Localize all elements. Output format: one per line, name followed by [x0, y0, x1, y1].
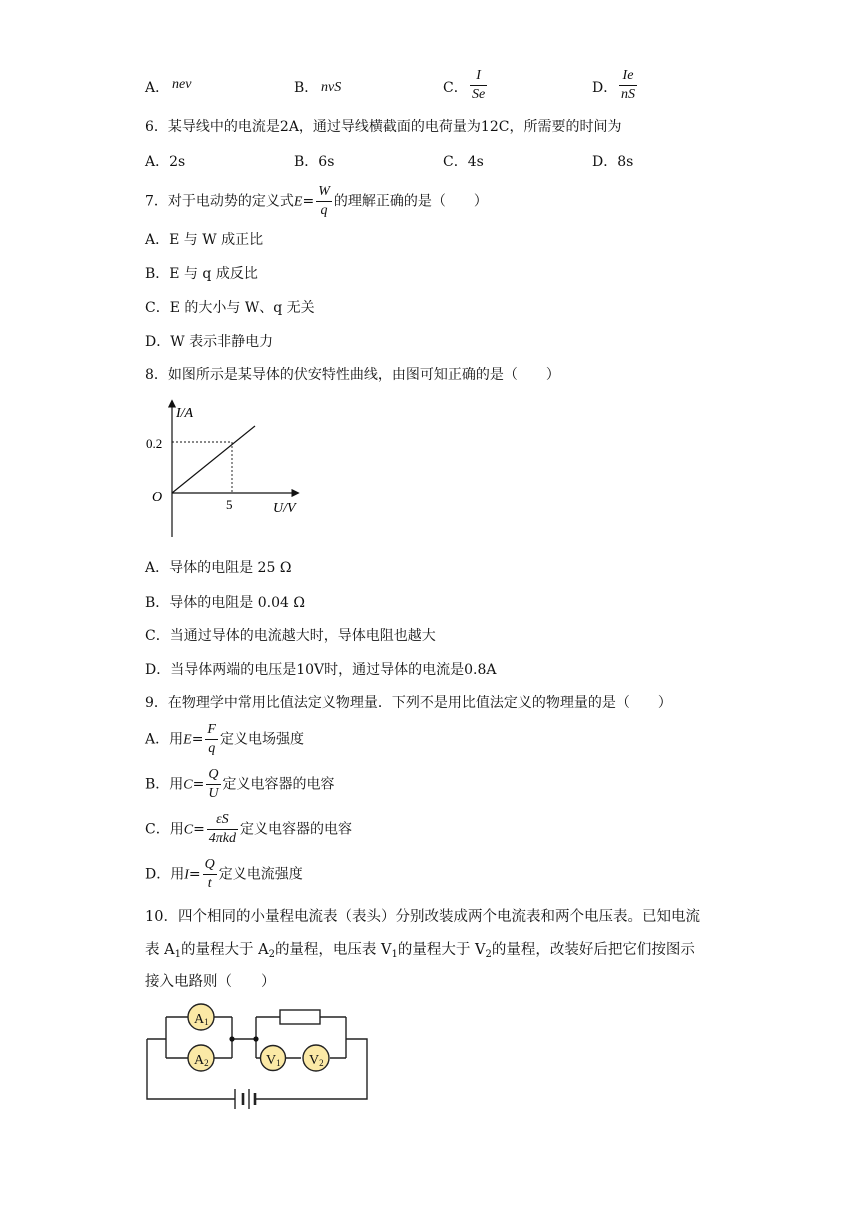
q10-line-1: 10．四个相同的小量程电流表（表头）分别改装成两个电流表和两个电压表。已知电流	[145, 909, 700, 925]
q9-option-a-fraction: $\frac{F}{q}$	[207, 722, 216, 756]
x-axis-label: U/V	[273, 501, 296, 516]
y-axis-label: I/A	[176, 406, 194, 421]
q6-option-d: D．8s	[592, 154, 634, 170]
q5-option-c-label: C．	[443, 80, 468, 96]
q8-stem: 8．如图所示是某导体的伏安特性曲线，由图可知正确的是（ ）	[145, 367, 560, 383]
y-tick-label: 0.2	[146, 436, 163, 451]
q6-option-b: B．6s	[294, 154, 335, 170]
q7-option-c: C．E 的大小与 W、q 无关	[145, 300, 315, 316]
junction-dot	[253, 1036, 258, 1041]
q7-stem-prefix: 7．对于电动势的定义式	[145, 193, 294, 210]
q5-option-c-fraction: I Se	[472, 68, 486, 102]
q7-stem	[145, 185, 488, 218]
q9-option-a: A．用E= $\frac{F}{q}$ 定义电场强度	[145, 722, 304, 756]
q7-option-b: B．E 与 q 成反比	[145, 266, 258, 282]
ammeter-a1	[188, 1004, 214, 1030]
q8-option-a: A．导体的电阻是 25 Ω	[145, 560, 292, 576]
q5-option-a-label: A．	[145, 80, 170, 96]
q5-option-d-label: D．	[592, 80, 618, 96]
q6-stem: 6．某导线中的电流是2A，通过导线横截面的电荷量为12C，所需要的时间为	[145, 119, 622, 135]
q7-formula-equals: =	[302, 193, 315, 210]
q8-iv-graph	[140, 395, 320, 545]
x-tick-label: 5	[226, 497, 233, 512]
svg-text:V2: V2	[309, 1053, 324, 1068]
q8-option-c: C．当通过导体的电流越大时，导体电阻也越大	[145, 628, 436, 644]
battery-icon	[235, 1089, 255, 1109]
q10-line-2: 表 $A_1$的量程大于 $A_2$的量程，电压表 $V_1$的量程大于 $V_2$的量程，改装好后把它们按图示	[145, 942, 695, 960]
q9-option-c-fraction: $\frac{\varepsilon S}{\text{4πkd}}$	[208, 812, 237, 846]
resistor	[280, 1010, 320, 1024]
q9-option-c: C．用C= $\frac{\varepsilon S}{\text{4πkd}}$ 定义电容器的电容	[145, 812, 353, 846]
junction-dot	[229, 1036, 234, 1041]
svg-text:A2: A2	[194, 1053, 209, 1068]
q9-stem: 9．在物理学中常用比值法定义物理量．下列不是用比值法定义的物理量的是（ ）	[145, 695, 672, 711]
q5-option-b-value: nvS	[321, 80, 342, 95]
q8-option-b: B．导体的电阻是 0.04 Ω	[145, 595, 305, 611]
q5-option-b-label: B．	[294, 80, 319, 96]
q5-option-a-value: nev	[172, 77, 192, 92]
q9-option-d-fraction: $\frac{Q}{t}$	[204, 857, 215, 891]
q6-option-c: C．4s	[443, 154, 484, 170]
q6-option-a: A．2s	[145, 154, 186, 170]
svg-text:V1: V1	[266, 1053, 281, 1068]
q7-formula-lhs: E	[293, 194, 303, 210]
iv-line	[172, 426, 255, 493]
q10-circuit-diagram	[140, 995, 380, 1115]
q10-line-3: 接入电路则（ ）	[145, 974, 276, 990]
voltmeter-v1	[261, 1046, 286, 1071]
q8-option-d: D．当导体两端的电压是10V时，通过导体的电流是0.8A	[145, 662, 497, 678]
q5-option-d-fraction: Ie nS	[621, 68, 635, 102]
ammeter-a2	[188, 1045, 214, 1071]
q7-option-d: D．W 表示非静电力	[145, 334, 274, 350]
q9-option-b: B．用C= $\frac{Q}{U}$ 定义电容器的电容	[145, 767, 335, 801]
voltmeter-v2	[303, 1045, 329, 1071]
origin-label: O	[152, 490, 163, 505]
q7-stem-suffix: 的理解正确的是（ ）	[333, 193, 488, 210]
q9-option-b-fraction: $\frac{Q}{U}$	[208, 767, 219, 801]
q9-option-d: D．用I= $\frac{Q}{t}$ 定义电流强度	[145, 857, 303, 891]
svg-text:A1: A1	[194, 1012, 209, 1027]
q7-formula-fraction: $\frac{W}{q}$	[318, 184, 330, 218]
q7-option-a: A．E 与 W 成正比	[145, 232, 264, 248]
